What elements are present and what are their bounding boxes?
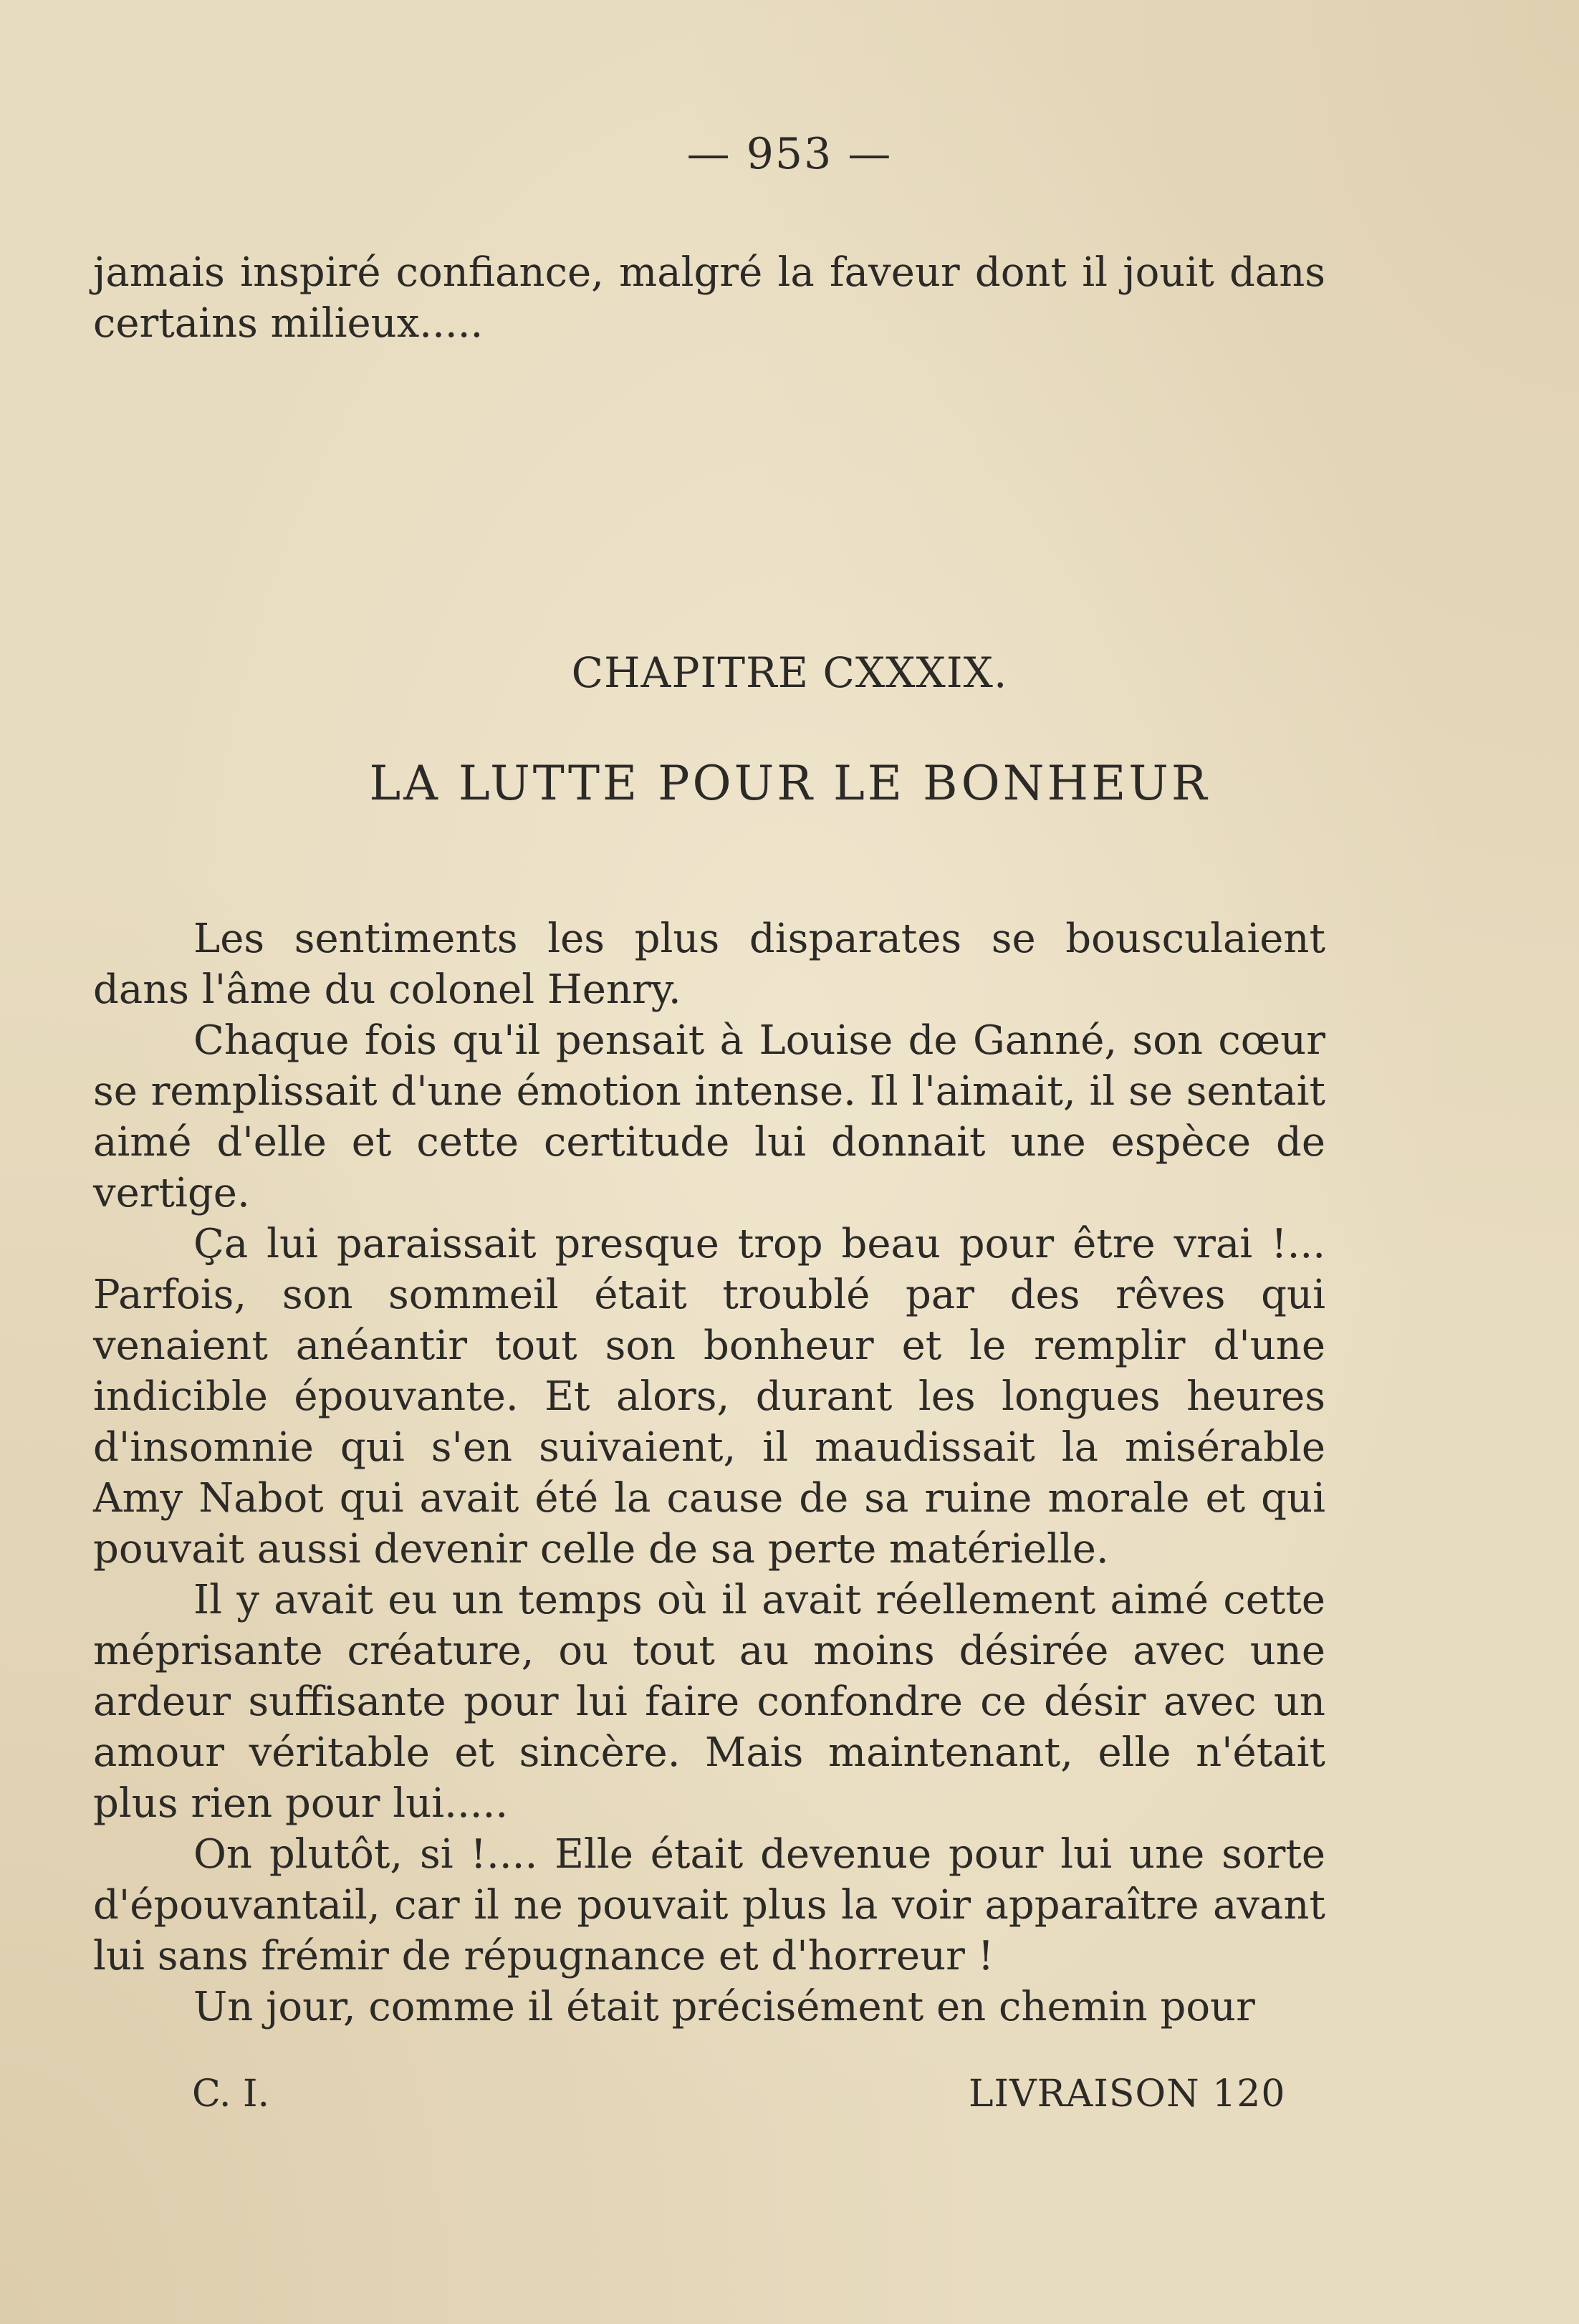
paragraph: Un jour, comme il était précisément en chemin pour (193, 1984, 1255, 2030)
paragraph: Ça lui paraissait presque trop beau pour être vrai !... Parfois, son sommeil était troublé par des rêves qui venaient anéantir tout son bonheur et le remplir d'une indicible épouvante. Et alors, durant les longues heures d'insomnie qui s'en suivaient, il maudissait la misérable Amy Nabot qui avait été la cause de sa ruine morale et qui pouvait aussi devenir celle de sa perte matérielle. (93, 1221, 1325, 1572)
paragraph: Les sentiments les plus disparates se bousculaient dans l'âme du colonel Henry. (93, 916, 1325, 1013)
footer-signature: C. I. (192, 2073, 270, 2116)
chapter-number: CHAPITRE CXXXIX. (571, 648, 1008, 697)
chapter-body (93, 913, 1325, 2032)
paragraph: Chaque fois qu'il pensait à Louise de Ganné, son cœur se remplissait d'une émotion intense. Il l'aimait, il se sentait aimé d'elle et cette certitude lui donnait une espèce de vertige. (93, 1017, 1325, 1216)
paragraph: On plutôt, si !.... Elle était devenue pour lui une sorte d'épouvantail, car il ne pouvait plus la voir apparaître avant lui sans frémir de répugnance et d'horreur ! (93, 1831, 1325, 1979)
chapter-title: LA LUTTE POUR LE BONHEUR (369, 756, 1210, 811)
footer-livraison: LIVRAISON 120 (969, 2073, 1286, 2116)
continuation-paragraph: jamais inspiré confiance, malgré la faveur dont il jouit dans certains milieux..... (93, 249, 1325, 347)
paragraph: Il y avait eu un temps où il avait réellement aimé cette méprisante créature, ou tout au moins désirée avec une ardeur suffisante pour lui faire confondre ce désir avec un amour véritable et sincère. Mais maintenant, elle n'était plus rien pour lui..... (93, 1577, 1325, 1827)
page-number: — 953 — (686, 129, 893, 179)
continuation-text (93, 247, 1325, 349)
